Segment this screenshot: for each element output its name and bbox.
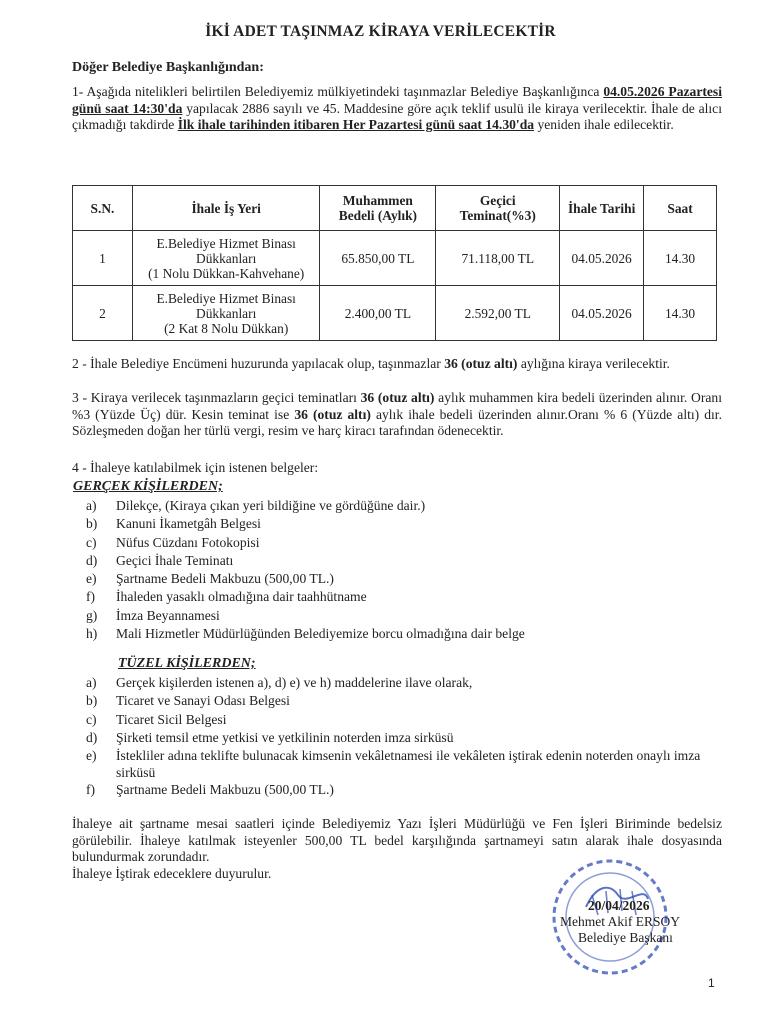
cell-tarih: 04.05.2026 bbox=[560, 286, 644, 341]
list-text: Ticaret Sicil Belgesi bbox=[116, 711, 227, 727]
list-item bbox=[86, 608, 525, 626]
list-text: Gerçek kişilerden istenen a), d) e) ve h) maddelerine ilave olarak, bbox=[116, 675, 473, 690]
header-bedel: Muhammen Bedeli (Aylık) bbox=[320, 186, 436, 231]
cell-yer-line: Dükkanları bbox=[196, 250, 257, 266]
list-item bbox=[86, 730, 716, 748]
list-letter: a) bbox=[86, 498, 97, 513]
list-letter: c) bbox=[86, 711, 97, 727]
list-letter: b) bbox=[86, 693, 98, 709]
cell-sn: 2 bbox=[73, 286, 133, 341]
list-item bbox=[86, 553, 525, 571]
list-item bbox=[86, 571, 525, 589]
list-letter: d) bbox=[86, 729, 98, 745]
list-letter: a) bbox=[86, 675, 97, 690]
p3-duration-2: 36 (otuz altı) bbox=[294, 406, 371, 422]
tuzel-section-title: TÜZEL KİŞİLERDEN; bbox=[118, 656, 256, 671]
table-row bbox=[73, 286, 717, 341]
p1-text-a: 1- Aşağıda nitelikleri belirtilen Belediyemiz mülkiyetindeki taşınmazlar Belediye Başkanlığınca bbox=[72, 84, 604, 99]
p1-text-e: yeniden ihale edilecektir. bbox=[534, 117, 674, 132]
list-text: Mali Hizmetler Müdürlüğünden Belediyemize borcu olmadığına dair belge bbox=[116, 626, 525, 642]
document-title: İKİ ADET TAŞINMAZ KİRAYA VERİLECEKTİR bbox=[205, 23, 556, 40]
p1-repeat-date: İlk ihale tarihinden itibaren Her Pazartesi günü saat 14.30'da bbox=[177, 117, 535, 132]
list-text: Nüfus Cüzdanı Fotokopisi bbox=[116, 534, 260, 550]
cell-bedel: 2.400,00 TL bbox=[320, 286, 436, 341]
gercek-requirements-list bbox=[86, 498, 525, 644]
tender-table bbox=[72, 185, 717, 341]
header-sn: S.N. bbox=[73, 186, 133, 231]
p1-text-c: yapılacak 2886 sayılı ve 45. Maddesine göre açık teklif usulü ile kiraya verilecektir. İhale de alıcı çıkmadığı takdirde bbox=[72, 100, 722, 132]
header-saat: Saat bbox=[644, 186, 717, 231]
paragraph-4: 4 - İhaleye katılabilmek için istenen belgeler: bbox=[72, 460, 319, 475]
paragraph-2 bbox=[72, 356, 722, 373]
list-item bbox=[86, 589, 525, 607]
list-item bbox=[86, 782, 716, 800]
list-text: Ticaret ve Sanayi Odası Belgesi bbox=[116, 693, 290, 709]
cell-saat: 14.30 bbox=[644, 286, 717, 341]
cell-tarih: 04.05.2026 bbox=[560, 231, 644, 286]
page-number: 1 bbox=[708, 976, 715, 990]
list-letter: h) bbox=[86, 626, 98, 642]
cell-yer-line: Dükkanları bbox=[196, 305, 257, 321]
list-letter: b) bbox=[86, 516, 98, 532]
list-text: Kanuni İkametgâh Belgesi bbox=[116, 516, 261, 532]
signature-date: 20/04/2026 bbox=[588, 898, 650, 913]
list-item bbox=[86, 516, 525, 534]
cell-yer-line: (1 Nolu Dükkan-Kahvehane) bbox=[148, 265, 305, 281]
p3-text-a: 3 - Kiraya verilecek taşınmazların geçici teminatları bbox=[72, 390, 361, 405]
header-teminat: Geçici Teminat(%3) bbox=[436, 186, 560, 231]
list-text: İmza Beyannamesi bbox=[116, 607, 220, 623]
cell-bedel: 65.850,00 TL bbox=[320, 231, 436, 286]
cell-yer bbox=[132, 231, 320, 286]
closing-text-1: İhaleye ait şartname mesai saatleri içinde Belediyemiz Yazı İşleri Müdürlüğü ve Fen İşleri Biriminde bedelsiz görülebilir. İhaleye katılmak isteyenler 500,00 TL bedel karşılığında şartnameyi satın alarak ihale dosyasında bulundurmak zorundadır. bbox=[72, 816, 722, 864]
cell-teminat: 71.118,00 TL bbox=[436, 231, 560, 286]
list-letter: d) bbox=[86, 552, 98, 568]
list-text: İhaleden yasaklı olmadığına dair taahhütname bbox=[116, 589, 367, 605]
list-letter: e) bbox=[86, 571, 97, 587]
list-letter: f) bbox=[86, 589, 96, 605]
addressee: Döğer Belediye Başkanlığından: bbox=[72, 60, 264, 75]
list-item bbox=[86, 748, 716, 782]
list-text: Geçici İhale Teminatı bbox=[116, 552, 234, 568]
list-item bbox=[86, 498, 525, 516]
cell-yer bbox=[132, 286, 320, 341]
list-letter: e) bbox=[86, 748, 97, 764]
signature-role: Belediye Başkanı bbox=[578, 930, 673, 945]
tuzel-requirements-list bbox=[86, 675, 716, 800]
list-text: Şartname Bedeli Makbuzu (500,00 TL.) bbox=[116, 782, 334, 798]
table-header-row bbox=[73, 186, 717, 231]
header-yer: İhale İş Yeri bbox=[132, 186, 320, 231]
list-text: İstekliler adına teklifte bulunacak kimsenin vekâletnamesi ile vekâleten iştirak edenin noterden onaylı imza sirküsü bbox=[116, 748, 701, 780]
list-item bbox=[86, 535, 525, 553]
cell-yer-line: E.Belediye Hizmet Binası bbox=[156, 235, 296, 251]
list-item bbox=[86, 675, 716, 693]
list-letter: c) bbox=[86, 534, 97, 550]
list-item bbox=[86, 712, 716, 730]
p2-duration: 36 (otuz altı) bbox=[444, 356, 518, 371]
cell-yer-line: (2 Kat 8 Nolu Dükkan) bbox=[164, 320, 289, 336]
cell-teminat: 2.592,00 TL bbox=[436, 286, 560, 341]
cell-yer-line: E.Belediye Hizmet Binası bbox=[156, 290, 296, 306]
list-text: Şirketi temsil etme yetkisi ve yetkilinin noterden imza sirküsü bbox=[116, 729, 454, 745]
paragraph-3 bbox=[72, 390, 722, 440]
gercek-section-title: GERÇEK KİŞİLERDEN; bbox=[73, 479, 223, 494]
closing-text-2: İhaleye İştirak edeceklere duyurulur. bbox=[72, 865, 272, 881]
table-row bbox=[73, 231, 717, 286]
list-text: Dilekçe, (Kiraya çıkan yeri bildiğine ve gördüğüne dair.) bbox=[116, 498, 426, 513]
list-text: Şartname Bedeli Makbuzu (500,00 TL.) bbox=[116, 571, 334, 587]
list-item bbox=[86, 693, 716, 711]
p1-date: 04.05.2026 Pazartesi günü saat 14:30'da bbox=[72, 84, 722, 116]
p3-text-e: aylık ihale bedeli üzerinden alınır.Oranı % 6 (Yüzde altı) dır. Sözleşmeden doğan her türlü vergi, resim ve harç kiracı tarafından ödenecektir. bbox=[72, 406, 722, 438]
p2-text-a: 2 - İhale Belediye Encümeni huzurunda yapılacak olup, taşınmazlar bbox=[72, 356, 445, 371]
cell-sn: 1 bbox=[73, 231, 133, 286]
p2-text-c: aylığına kiraya verilecektir. bbox=[517, 356, 670, 371]
list-item bbox=[86, 626, 525, 644]
header-tarih: İhale Tarihi bbox=[560, 186, 644, 231]
p3-duration-1: 36 (otuz altı) bbox=[360, 390, 435, 405]
cell-saat: 14.30 bbox=[644, 231, 717, 286]
paragraph-1 bbox=[72, 84, 722, 134]
signature-name: Mehmet Akif ERSOY bbox=[560, 914, 680, 929]
list-letter: f) bbox=[86, 782, 96, 798]
p3-text-c: aylık muhammen kira bedeli üzerinden alınır. Oranı %3 (Yüzde Üç) dür. Kesin teminat ise bbox=[72, 390, 722, 422]
list-letter: g) bbox=[86, 607, 98, 623]
